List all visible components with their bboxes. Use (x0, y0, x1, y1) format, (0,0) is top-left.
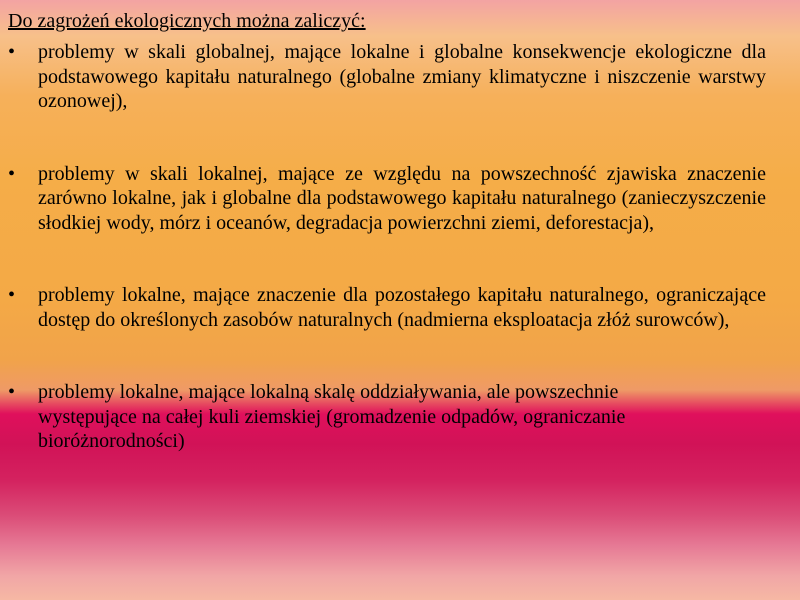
list-item-text: problemy w skali globalnej, mające lokalne i globalne konsekwencje ekologiczne dla podstawowego kapitału naturalnego (globalne zmiany klimatyczne i niszczenie warstwy ozonowej), (38, 41, 766, 112)
bullet-icon: • (8, 41, 16, 63)
list-item (8, 162, 766, 236)
list-item-text: problemy lokalne, mające lokalną skalę oddziaływania, ale powszechnie występujące na całej kuli ziemskiej (gromadzenie odpadów, ograniczanie bioróżnorodności) (38, 381, 626, 452)
list-item-text: problemy lokalne, mające znaczenie dla pozostałego kapitału naturalnego, ograniczające dostęp do określonych zasobów naturalnych (nadmierna eksploatacja złóż surowców), (38, 284, 766, 331)
bullet-icon: • (8, 162, 16, 185)
list-item (8, 283, 766, 332)
bullet-icon: • (8, 284, 16, 306)
list-item (8, 40, 766, 114)
slide-heading: Do zagrożeń ekologicznych można zaliczyć: (8, 10, 366, 32)
list-item-text: problemy w skali lokalnej, mające ze względu na powszechność zjawiska znaczenie zarówno lokalne, jak i globalne dla podstawowego kapitału naturalnego (zanieczyszczenie słodkiej wody, mórz i oceanów, degradacja powierzchni ziemi, deforestacja), (38, 162, 766, 234)
list-item (8, 380, 766, 454)
bullet-list (8, 40, 766, 454)
bullet-icon: • (8, 381, 16, 403)
slide-content (8, 8, 766, 454)
